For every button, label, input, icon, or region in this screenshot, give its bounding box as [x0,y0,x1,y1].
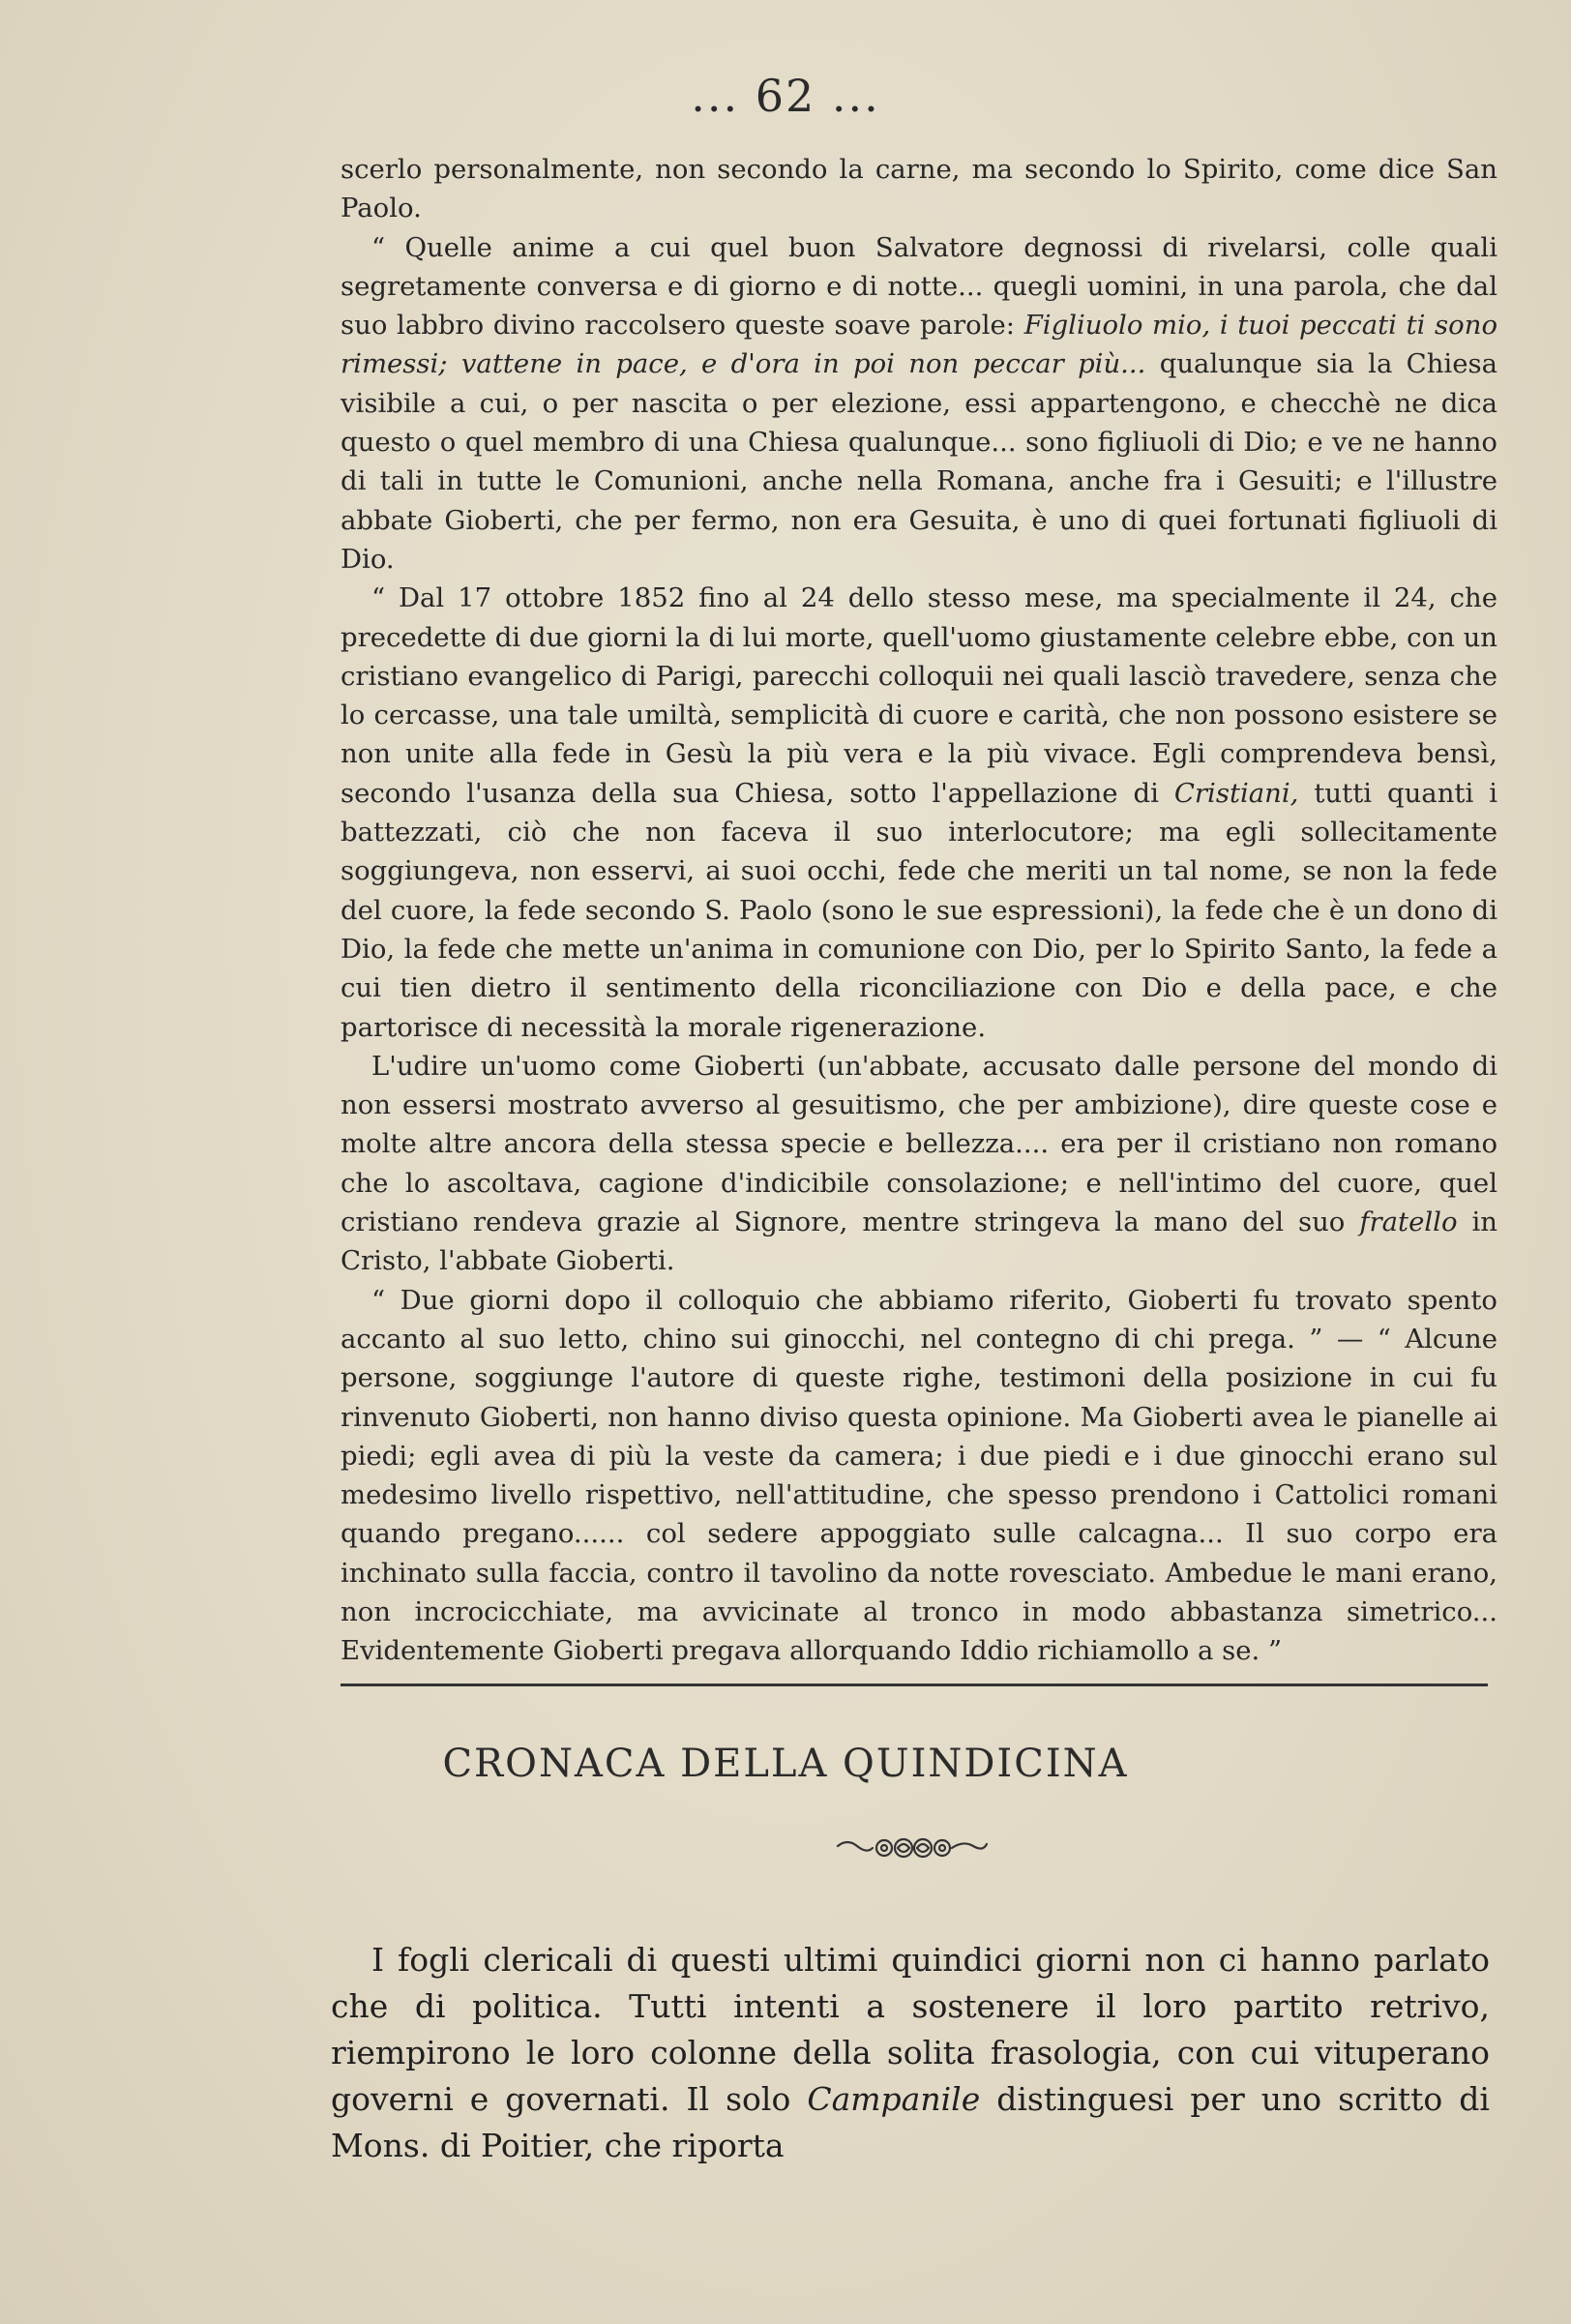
paragraph [341,579,1497,1047]
paragraph [341,1281,1497,1671]
italic-term: fratello [1359,1207,1458,1238]
text-run: distinguesi per uno scritto di Mons. di Poitier, che riporta [331,2080,1490,2164]
italic-title: Campanile [807,2080,981,2118]
decorative-ornament [834,1831,991,1865]
page-number: ... 62 ... [691,70,880,122]
text-run: “ Quelle anime a cui quel buon Salvatore degnossi di rivelarsi, colle quali segretamente conversa e di giorno e di notte... quegli uomini, in una parola, che dal suo labbro divino raccolsero queste soave parole: [341,231,1497,342]
italic-term: Cristiani, [1173,777,1299,809]
paragraph [341,228,1497,580]
text-run: scerlo personalmente, non secondo la carne, ma secondo lo Spirito, come dice San Paolo. [341,154,1497,224]
paragraph [341,150,1497,228]
text-run: L'udire un'uomo come Gioberti (un'abbate, accusato dalle persone del mondo di non essersi mostrato avverso al gesuitismo, che per ambizione), dire queste cose e molte altre ancora della stessa specie e bellezza.... era per il cristiano non romano che lo ascoltava, cagione d'indicibile consolazione; e nell'intimo del cuore, quel cristiano rendeva grazie al Signore, mentre stringeva la mano del suo [341,1050,1497,1238]
text-run: qualunque sia la Chiesa visibile a cui, o per nascita o per elezione, essi appartengono, e checchè ne dica questo o quel membro di una Chiesa qualunque... sono figliuoli di Dio; e ve ne hanno di tali in tutte le Comunioni, anche nella Romana, anche fra i Gesuiti; e l'illustre abbate Gioberti, che per fermo, non era Gesuita, è uno di quei fortunati figliuoli di Dio. [341,348,1497,575]
section-divider [341,1683,1488,1686]
article-body [341,150,1497,1671]
paragraph [331,1937,1490,2169]
chronicle-body [331,1937,1490,2169]
paragraph [341,1047,1497,1281]
section-title: CRONACA DELLA QUINDICINA [442,1742,1129,1786]
text-run: “ Due giorni dopo il colloquio che abbiamo riferito, Gioberti fu trovato spento accanto al suo letto, chino sui ginocchi, nel contegno di chi prega. ” — “ Alcune persone, soggiunge l'autore di queste righe, testimoni della posizione in cui fu rinvenuto Gioberti, non hanno diviso questa opinione. Ma Gioberti avea le pianelle ai piedi; egli avea di più la veste da camera; i due piedi e i due ginocchi erano sul medesimo livello rispettivo, nell'attitudine, che spesso prendono i Cattolici romani quando pregano...... col sedere appoggiato sulle calcagna... Il suo corpo era inchinato sulla faccia, contro il tavolino da notte rovesciato. Ambedue le mani erano, non incrocicchiate, ma avvicinate al tronco in modo abbastanza simetrico... Evidentemente Gioberti pregava allorquando Iddio richiamollo a se. ” [341,1284,1497,1667]
text-run: I fogli clericali di questi ultimi quindici giorni non ci hanno parlato che di politica. Tutti intenti a sostenere il loro partito retrivo, riempirono le loro colonne della solita frasologia, con cui vituperano governi e governati. Il solo [331,1941,1490,2118]
text-run: tutti quanti i battezzati, ciò che non faceva il suo interlocutore; ma egli sollecitamente soggiungeva, non esservi, ai suoi occhi, fede che meriti un tal nome, se non la fede del cuore, la fede secondo S. Paolo (sono le sue espressioni), la fede che è un dono di Dio, la fede che mette un'anima in comunione con Dio, per lo Spirito Santo, la fede a cui tien dietro il sentimento della riconciliazione con Dio e della pace, e che partorisce di necessità la morale rigenerazione. [341,777,1497,1043]
text-run: in Cristo, l'abbate Gioberti. [341,1207,1498,1277]
text-run: “ Dal 17 ottobre 1852 fino al 24 dello stesso mese, ma specialmente il 24, che precedette di due giorni la di lui morte, quell'uomo giustamente celebre ebbe, con un cristiano evangelico di Parigi, parecchi colloquii nei quali lasciò travedere, senza che lo cercasse, una tale umiltà, semplicità di cuore e carità, che non possono esistere se non unite alla fede in Gesù la più vera e la più vivace. Egli comprendeva bensì, secondo l'usanza della sua Chiesa, sotto l'appellazione di [341,582,1497,809]
italic-quote: Figliuolo mio, i tuoi peccati ti sono rimessi; vattene in pace, e d'ora in poi non peccar più... [341,310,1497,380]
